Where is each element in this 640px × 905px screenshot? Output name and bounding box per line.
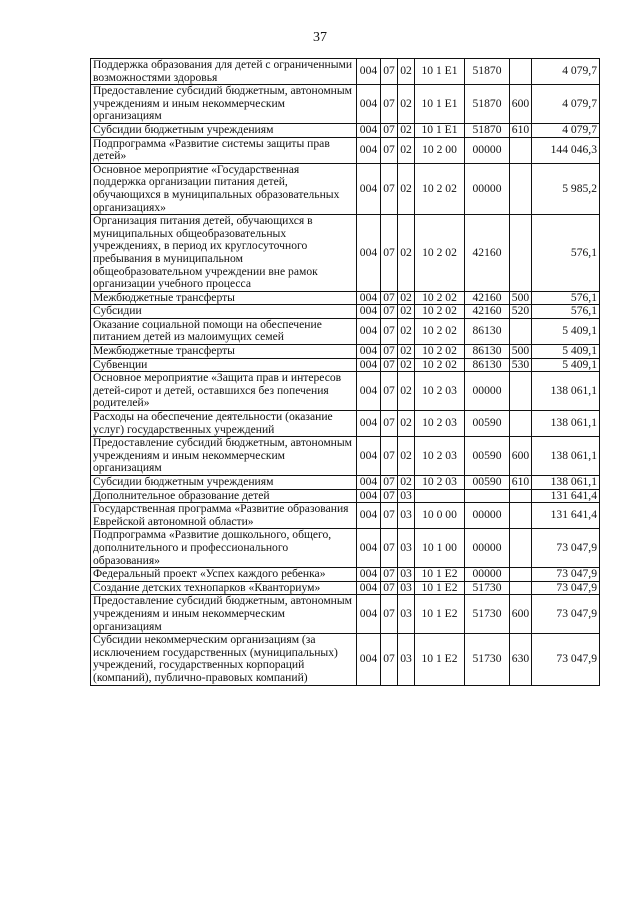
table-row	[91, 581, 600, 595]
row-name-cell: Основное мероприятие «Защита прав и интересов детей-сирот и детей, оставшихся без попечения родителей»	[91, 372, 357, 411]
program-code-cell: 10 1 E2	[415, 568, 465, 582]
section-code-cell: 07	[381, 529, 398, 568]
direction-code-cell: 51730	[465, 595, 510, 634]
table-row	[91, 123, 600, 137]
ministry-code-cell: 004	[357, 634, 381, 685]
budget-table	[90, 58, 600, 686]
row-name-cell: Предоставление субсидий бюджетным, автономным учреждениям и иным некоммерческим организациям	[91, 595, 357, 634]
ministry-code-cell: 004	[357, 411, 381, 437]
program-code-cell: 10 2 02	[415, 318, 465, 344]
direction-code-cell: 42160	[465, 291, 510, 305]
section-code-cell: 07	[381, 568, 398, 582]
expense-type-cell: 610	[510, 123, 532, 137]
subsection-code-cell: 03	[398, 529, 415, 568]
program-code-cell: 10 2 03	[415, 372, 465, 411]
table-row	[91, 411, 600, 437]
subsection-code-cell: 03	[398, 595, 415, 634]
direction-code-cell: 86130	[465, 358, 510, 372]
table-row	[91, 305, 600, 319]
direction-code-cell	[465, 489, 510, 503]
section-code-cell: 07	[381, 411, 398, 437]
expense-type-cell	[510, 489, 532, 503]
section-code-cell: 07	[381, 476, 398, 490]
program-code-cell: 10 2 02	[415, 291, 465, 305]
ministry-code-cell: 004	[357, 372, 381, 411]
direction-code-cell: 00590	[465, 411, 510, 437]
row-name-cell: Субсидии некоммерческим организациям (за исключением государственных (муниципальных) учреждений, государственных корпораций (компаний), публично-правовых компаний)	[91, 634, 357, 685]
program-code-cell: 10 2 03	[415, 476, 465, 490]
expense-type-cell	[510, 318, 532, 344]
program-code-cell: 10 2 02	[415, 358, 465, 372]
table-row	[91, 59, 600, 85]
section-code-cell: 07	[381, 489, 398, 503]
direction-code-cell: 86130	[465, 345, 510, 359]
row-name-cell: Организация питания детей, обучающихся в муниципальных общеобразовательных учреждениях, в период их круглосуточного пребывания в муниципальном общеобразовательном учреждении вне рамок организации учебного процесса	[91, 215, 357, 292]
ministry-code-cell: 004	[357, 215, 381, 292]
table-row	[91, 595, 600, 634]
table-row	[91, 372, 600, 411]
subsection-code-cell: 02	[398, 85, 415, 124]
amount-cell: 5 409,1	[532, 318, 600, 344]
expense-type-cell	[510, 411, 532, 437]
section-code-cell: 07	[381, 215, 398, 292]
program-code-cell: 10 2 02	[415, 215, 465, 292]
table-row	[91, 476, 600, 490]
subsection-code-cell: 02	[398, 411, 415, 437]
subsection-code-cell: 03	[398, 568, 415, 582]
amount-cell: 138 061,1	[532, 411, 600, 437]
table-row	[91, 489, 600, 503]
section-code-cell: 07	[381, 595, 398, 634]
row-name-cell: Межбюджетные трансферты	[91, 291, 357, 305]
row-name-cell: Дополнительное образование детей	[91, 489, 357, 503]
row-name-cell: Подпрограмма «Развитие дошкольного, общего, дополнительного и профессионального образования»	[91, 529, 357, 568]
direction-code-cell: 42160	[465, 215, 510, 292]
row-name-cell: Субвенции	[91, 358, 357, 372]
amount-cell: 144 046,3	[532, 137, 600, 163]
program-code-cell: 10 2 02	[415, 305, 465, 319]
ministry-code-cell: 004	[357, 163, 381, 214]
subsection-code-cell: 02	[398, 372, 415, 411]
section-code-cell: 07	[381, 163, 398, 214]
section-code-cell: 07	[381, 372, 398, 411]
expense-type-cell	[510, 59, 532, 85]
ministry-code-cell: 004	[357, 568, 381, 582]
table-row	[91, 215, 600, 292]
direction-code-cell: 51730	[465, 634, 510, 685]
row-name-cell: Федеральный проект «Успех каждого ребенка»	[91, 568, 357, 582]
table-row	[91, 137, 600, 163]
amount-cell: 131 641,4	[532, 503, 600, 529]
amount-cell: 131 641,4	[532, 489, 600, 503]
direction-code-cell: 51870	[465, 123, 510, 137]
subsection-code-cell: 02	[398, 163, 415, 214]
table-row	[91, 85, 600, 124]
section-code-cell: 07	[381, 59, 398, 85]
section-code-cell: 07	[381, 503, 398, 529]
subsection-code-cell: 03	[398, 634, 415, 685]
expense-type-cell	[510, 529, 532, 568]
expense-type-cell: 600	[510, 595, 532, 634]
direction-code-cell: 86130	[465, 318, 510, 344]
ministry-code-cell: 004	[357, 489, 381, 503]
table-row	[91, 291, 600, 305]
amount-cell: 5 409,1	[532, 358, 600, 372]
expense-type-cell: 500	[510, 291, 532, 305]
subsection-code-cell: 02	[398, 291, 415, 305]
subsection-code-cell: 02	[398, 123, 415, 137]
subsection-code-cell: 03	[398, 503, 415, 529]
table-row	[91, 358, 600, 372]
table-row	[91, 345, 600, 359]
ministry-code-cell: 004	[357, 137, 381, 163]
direction-code-cell: 00000	[465, 568, 510, 582]
ministry-code-cell: 004	[357, 358, 381, 372]
expense-type-cell: 600	[510, 85, 532, 124]
subsection-code-cell: 02	[398, 345, 415, 359]
direction-code-cell: 51730	[465, 581, 510, 595]
table-row	[91, 503, 600, 529]
section-code-cell: 07	[381, 137, 398, 163]
ministry-code-cell: 004	[357, 305, 381, 319]
section-code-cell: 07	[381, 437, 398, 476]
ministry-code-cell: 004	[357, 85, 381, 124]
page-number: 37	[313, 30, 327, 45]
direction-code-cell: 00590	[465, 437, 510, 476]
program-code-cell: 10 1 E1	[415, 59, 465, 85]
expense-type-cell: 500	[510, 345, 532, 359]
ministry-code-cell: 004	[357, 291, 381, 305]
expense-type-cell	[510, 163, 532, 214]
program-code-cell: 10 1 E2	[415, 634, 465, 685]
amount-cell: 4 079,7	[532, 59, 600, 85]
row-name-cell: Предоставление субсидий бюджетным, автономным учреждениям и иным некоммерческим организациям	[91, 437, 357, 476]
section-code-cell: 07	[381, 345, 398, 359]
section-code-cell: 07	[381, 581, 398, 595]
program-code-cell: 10 2 00	[415, 137, 465, 163]
subsection-code-cell: 02	[398, 215, 415, 292]
program-code-cell: 10 2 02	[415, 345, 465, 359]
row-name-cell: Основное мероприятие «Государственная поддержка организации питания детей, обучающихся в муниципальных образовательных организациях»	[91, 163, 357, 214]
direction-code-cell: 00590	[465, 476, 510, 490]
amount-cell: 5 409,1	[532, 345, 600, 359]
section-code-cell: 07	[381, 85, 398, 124]
amount-cell: 4 079,7	[532, 85, 600, 124]
amount-cell: 576,1	[532, 215, 600, 292]
program-code-cell: 10 2 03	[415, 437, 465, 476]
amount-cell: 5 985,2	[532, 163, 600, 214]
expense-type-cell	[510, 215, 532, 292]
row-name-cell: Субсидии	[91, 305, 357, 319]
expense-type-cell: 630	[510, 634, 532, 685]
table-row	[91, 163, 600, 214]
row-name-cell: Государственная программа «Развитие образования Еврейской автономной области»	[91, 503, 357, 529]
section-code-cell: 07	[381, 634, 398, 685]
row-name-cell: Предоставление субсидий бюджетным, автономным учреждениям и иным некоммерческим организациям	[91, 85, 357, 124]
expense-type-cell	[510, 372, 532, 411]
direction-code-cell: 51870	[465, 85, 510, 124]
row-name-cell: Субсидии бюджетным учреждениям	[91, 476, 357, 490]
direction-code-cell: 42160	[465, 305, 510, 319]
ministry-code-cell: 004	[357, 59, 381, 85]
row-name-cell: Межбюджетные трансферты	[91, 345, 357, 359]
expense-type-cell	[510, 568, 532, 582]
program-code-cell: 10 1 E2	[415, 595, 465, 634]
ministry-code-cell: 004	[357, 503, 381, 529]
direction-code-cell: 00000	[465, 137, 510, 163]
subsection-code-cell: 02	[398, 59, 415, 85]
table-row	[91, 529, 600, 568]
direction-code-cell: 00000	[465, 503, 510, 529]
ministry-code-cell: 004	[357, 581, 381, 595]
section-code-cell: 07	[381, 305, 398, 319]
direction-code-cell: 51870	[465, 59, 510, 85]
section-code-cell: 07	[381, 291, 398, 305]
expense-type-cell: 610	[510, 476, 532, 490]
subsection-code-cell: 03	[398, 489, 415, 503]
amount-cell: 73 047,9	[532, 595, 600, 634]
subsection-code-cell: 02	[398, 437, 415, 476]
subsection-code-cell: 02	[398, 137, 415, 163]
expense-type-cell	[510, 503, 532, 529]
subsection-code-cell: 02	[398, 318, 415, 344]
program-code-cell	[415, 489, 465, 503]
program-code-cell: 10 1 00	[415, 529, 465, 568]
row-name-cell: Подпрограмма «Развитие системы защиты прав детей»	[91, 137, 357, 163]
section-code-cell: 07	[381, 318, 398, 344]
table-row	[91, 568, 600, 582]
subsection-code-cell: 02	[398, 358, 415, 372]
ministry-code-cell: 004	[357, 529, 381, 568]
amount-cell: 4 079,7	[532, 123, 600, 137]
direction-code-cell: 00000	[465, 372, 510, 411]
subsection-code-cell: 03	[398, 581, 415, 595]
amount-cell: 576,1	[532, 305, 600, 319]
expense-type-cell: 530	[510, 358, 532, 372]
row-name-cell: Оказание социальной помощи на обеспечение питанием детей из малоимущих семей	[91, 318, 357, 344]
table-row	[91, 318, 600, 344]
row-name-cell: Расходы на обеспечение деятельности (оказание услуг) государственных учреждений	[91, 411, 357, 437]
amount-cell: 576,1	[532, 291, 600, 305]
expense-type-cell	[510, 581, 532, 595]
amount-cell: 138 061,1	[532, 476, 600, 490]
subsection-code-cell: 02	[398, 476, 415, 490]
row-name-cell: Субсидии бюджетным учреждениям	[91, 123, 357, 137]
amount-cell: 73 047,9	[532, 581, 600, 595]
ministry-code-cell: 004	[357, 437, 381, 476]
table-row	[91, 634, 600, 685]
table-row	[91, 437, 600, 476]
amount-cell: 73 047,9	[532, 529, 600, 568]
expense-type-cell	[510, 137, 532, 163]
amount-cell: 73 047,9	[532, 634, 600, 685]
expense-type-cell: 600	[510, 437, 532, 476]
direction-code-cell: 00000	[465, 529, 510, 568]
table-body	[91, 59, 600, 686]
row-name-cell: Поддержка образования для детей с ограниченными возможностями здоровья	[91, 59, 357, 85]
program-code-cell: 10 2 03	[415, 411, 465, 437]
program-code-cell: 10 1 E2	[415, 581, 465, 595]
ministry-code-cell: 004	[357, 476, 381, 490]
program-code-cell: 10 1 E1	[415, 85, 465, 124]
direction-code-cell: 00000	[465, 163, 510, 214]
ministry-code-cell: 004	[357, 123, 381, 137]
amount-cell: 138 061,1	[532, 372, 600, 411]
section-code-cell: 07	[381, 358, 398, 372]
subsection-code-cell: 02	[398, 305, 415, 319]
program-code-cell: 10 1 E1	[415, 123, 465, 137]
ministry-code-cell: 004	[357, 345, 381, 359]
section-code-cell: 07	[381, 123, 398, 137]
row-name-cell: Создание детских технопарков «Кванториум»	[91, 581, 357, 595]
expense-type-cell: 520	[510, 305, 532, 319]
ministry-code-cell: 004	[357, 595, 381, 634]
program-code-cell: 10 0 00	[415, 503, 465, 529]
program-code-cell: 10 2 02	[415, 163, 465, 214]
amount-cell: 138 061,1	[532, 437, 600, 476]
ministry-code-cell: 004	[357, 318, 381, 344]
amount-cell: 73 047,9	[532, 568, 600, 582]
